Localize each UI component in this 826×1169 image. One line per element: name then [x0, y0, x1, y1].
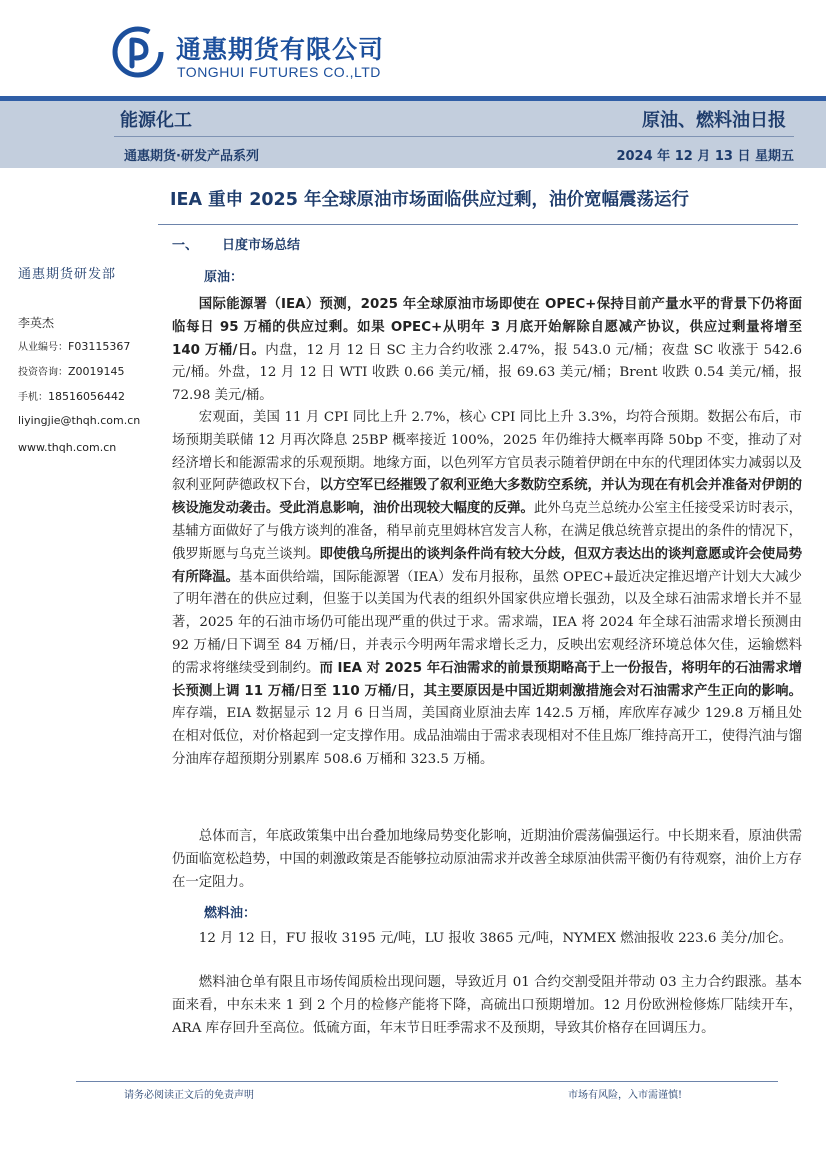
- company-name-cn: 通惠期货有限公司: [176, 35, 385, 64]
- sidebar-department: 通惠期货研发部: [18, 267, 117, 282]
- company-name-en: TONGHUI FUTURES CO.,LTD: [177, 64, 381, 80]
- footer-disclaimer: 请务必阅读正文后的免责声明: [124, 1090, 254, 1101]
- sidebar-consult-id: 投资咨询：Z0019145: [18, 365, 125, 378]
- sidebar-analyst-name: 李英杰: [18, 316, 55, 330]
- footer-risk-notice: 市场有风险，入市需谨慎!: [567, 1090, 682, 1101]
- sidebar-email[interactable]: liyingjie@thqh.com.cn: [18, 414, 141, 427]
- headline-divider: [158, 224, 798, 225]
- series-label: 通惠期货·研发产品系列: [124, 149, 259, 164]
- fuel-oil-heading: 燃料油：: [204, 906, 257, 921]
- section-heading: 一、 日度市场总结: [172, 238, 301, 253]
- sidebar-license: 从业编号：F03115367: [18, 340, 131, 353]
- crude-paragraph-3: 总体而言，年底政策集中出台叠加地缘局势变化影响，近期油价震荡偏强运行。中长期来看，原油供需仍面临宽松趋势，中国的刺激政策是否能够拉动原油需求并改善全球原油供需平衡仍有待观察，油价上方存在一定阻力。: [172, 829, 802, 890]
- report-date: 2024 年 12 月 13 日 星期五: [616, 149, 794, 164]
- header-band-top-line: [0, 96, 826, 101]
- headline: IEA 重申 2025 年全球原油市场面临供应过剩，油价宽幅震荡运行: [170, 190, 689, 210]
- sidebar-phone: 手机：18516056442: [18, 390, 125, 403]
- crude-paragraph-1: 国际能源署（IEA）预测，2025 年全球原油市场即使在 OPEC+保持目前产量水平的背景下仍将面临每日 95 万桶的供应过剩。如果 OPEC+从明年 3 月底开始解除自愿减产协议，供应过剩量将增至 140 万桶/日。内盘，12 月 12 日 SC 主力合约收涨 2.47%，报 543.0 元/桶；夜盘 SC 收涨于 542.6 元/桶。外盘，12 月 12 日 WTI 收跌 0.66 美元/桶，报 69.63 美元/桶；Brent 收跌 0.54 美元/桶，报 72.98 美元/桶。: [172, 297, 802, 404]
- report-title: 原油、燃料油日报: [642, 110, 786, 131]
- header-band-divider: [114, 136, 794, 137]
- fuel-paragraph-2: 燃料油仓单有限且市场传闻质检出现问题，导致近月 01 合约交割受阻并带动 03 主力合约跟涨。基本面来看，中东未来 1 到 2 个月的检修产能将下降，高硫出口预期增加。12 月份欧洲检修炼厂陆续开车， ARA 库存回升至高位。低硫方面，年末节日旺季需求不及预期，导致其价格存在回调压力。: [172, 975, 802, 1036]
- sidebar-website[interactable]: www.thqh.com.cn: [18, 441, 117, 454]
- sector-label: 能源化工: [120, 110, 192, 131]
- company-logo: [112, 26, 164, 78]
- fuel-paragraph-1: 12 月 12 日，FU 报收 3195 元/吨，LU 报收 3865 元/吨，NYMEX 燃油报收 223.6 美分/加仑。: [198, 931, 793, 946]
- crude-oil-heading: 原油：: [204, 270, 244, 285]
- footer-divider: [76, 1081, 778, 1082]
- crude-paragraph-2: 宏观面，美国 11 月 CPI 同比上升 2.7%，核心 CPI 同比上升 3.3%，均符合预期。数据公布后，市场预期美联储 12 月再次降息 25BP 概率接近 100%，2025 年仍维持大概率再降 50bp 不变，推动了对经济增长和能源需求的乐观预期。地缘方面，以色列军方官员表示随着伊朗在中东的代理团体实力减弱以及叙利亚阿萨德政权下台，以方空军已经摧毁了叙利亚绝大多数防空系统，并认为现在有机会并准备对伊朗的核设施发动袭击。受此消息影响，油价出现较大幅度的反弹。此外乌克兰总统办公室主任接受采访时表示，基辅方面做好了与俄方谈判的准备，稍早前克里姆林宫发言人称，在满足俄总统普京提出的条件的情况下，俄罗斯愿与乌克兰谈判。即使俄乌所提出的谈判条件尚有较大分歧，但双方表达出的谈判意愿或许会使局势有所降温。基本面供给端，国际能源署（IEA）发布月报称，虽然 OPEC+最近决定推迟增产计划大大减少了明年潜在的供应过剩，但鉴于以美国为代表的组织外国家供应增长强劲，以及全球石油需求增长并不显著，2025 年的石油市场仍可能出现严重的供过于求。需求端，IEA 将 2024 年全球石油需求增长预测由 92 万桶/日下调至 84 万桶/日，并表示今明两年需求增长乏力，反映出宏观经济环境总体欠佳，运输燃料的需求将继续受到制约。而 IEA 对 2025 年石油需求的前景预期略高于上一份报告，将明年的石油需求增长预测上调 11 万桶/日至 110 万桶/日，其主要原因是中国近期刺激措施会对石油需求产生正向的影响。库存端，EIA 数据显示 12 月 6 日当周，美国商业原油去库 142.5 万桶，库欣库存减少 129.8 万桶且处在相对低位，对价格起到一定支撑作用。成品油端由于需求表现相对不佳且炼厂维持高开工，使得汽油与馏分油库存超预期分别累库 508.6 万桶和 323.5 万桶。: [172, 410, 803, 767]
